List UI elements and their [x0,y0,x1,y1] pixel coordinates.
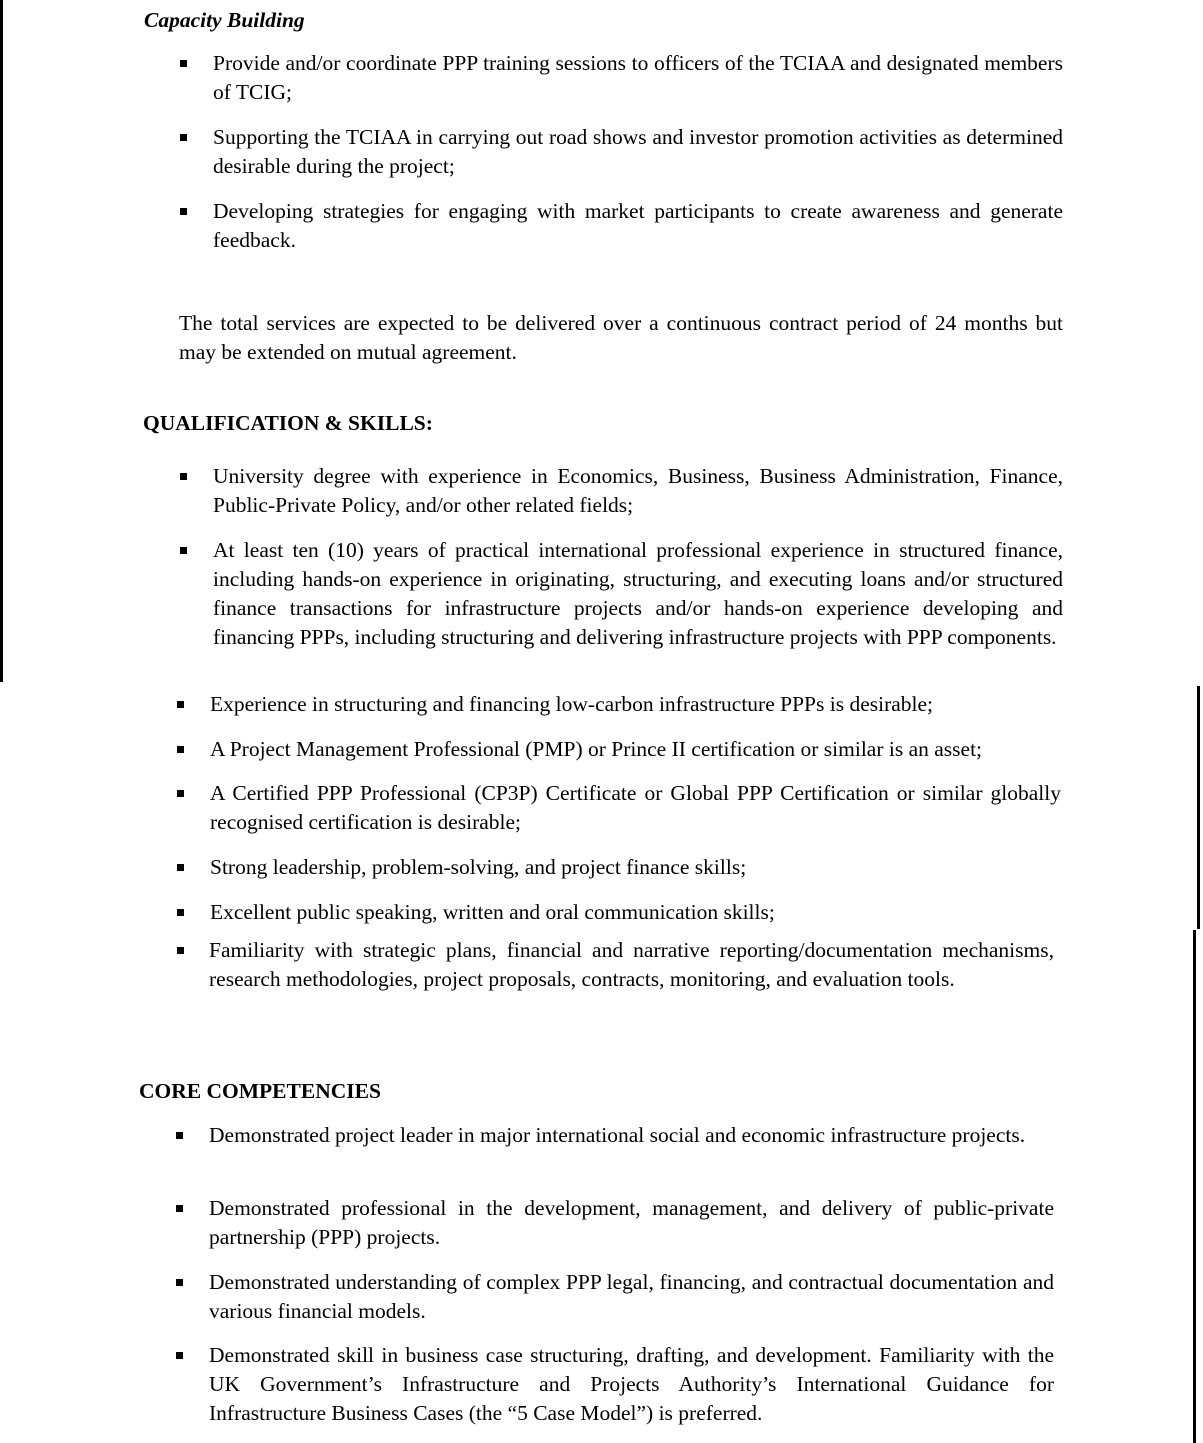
bullet-square-icon [177,909,184,916]
bullet-square-icon [176,1132,183,1139]
list-item-text: Demonstrated skill in business case structuring, drafting, and development. Familiarity with the UK Government’s Infrastructure and Projects Authority’s International Guidance for Infrastructure Business Cases (the “5 Case Model”) is preferred. [209,1343,1054,1425]
list-item-text: A Certified PPP Professional (CP3P) Certificate or Global PPP Certification or similar globally recognised certification is desirable; [210,781,1061,834]
list-item-text: Familiarity with strategic plans, financial and narrative reporting/documentation mechanisms, research methodologies, project proposals, contracts, monitoring, and evaluation tools. [209,938,1054,991]
bullet-square-icon [180,547,187,554]
list-item-text: Demonstrated professional in the development, management, and delivery of public-private partnership (PPP) projects. [209,1196,1054,1249]
bullet-square-icon [177,864,184,871]
bullet-square-icon [177,790,184,797]
list-item-text: At least ten (10) years of practical international professional experience in structured finance, including hands-on experience in originating, structuring, and executing loans and/or structured finance transactions for infrastructure projects and/or hands-on experience developing and financing PPPs, including structuring and delivering infrastructure projects with PPP components. [213,538,1063,649]
list-item-text: Demonstrated project leader in major international social and economic infrastructure projects. [209,1123,1026,1147]
qualifications-heading: QUALIFICATION & SKILLS: [143,411,433,435]
list-item-text: Strong leadership, problem-solving, and project finance skills; [210,855,747,879]
list-item-text: Supporting the TCIAA in carrying out road shows and investor promotion activities as determined desirable during the project; [213,125,1063,178]
page-edge-right-lower [1193,930,1196,1443]
bullet-square-icon [177,746,184,753]
bullet-square-icon [176,1352,183,1359]
bullet-square-icon [180,208,187,215]
bullet-square-icon [180,60,187,67]
bullet-square-icon [180,473,187,480]
bullet-square-icon [180,134,187,141]
contract-period-paragraph: The total services are expected to be delivered over a continuous contract period of 24 months but may be extended on mutual agreement. [179,311,1063,364]
list-item-text: Demonstrated understanding of complex PPP legal, financing, and contractual documentation and various financial models. [209,1270,1054,1323]
bullet-square-icon [177,947,184,954]
list-item-text: University degree with experience in Economics, Business, Business Administration, Finance, Public-Private Policy, and/or other related fields; [213,464,1063,517]
bullet-square-icon [176,1205,183,1212]
list-item-text: Excellent public speaking, written and oral communication skills; [210,900,775,924]
list-item-text: A Project Management Professional (PMP) or Prince II certification or similar is an asset; [210,737,983,761]
list-item-text: Experience in structuring and financing low-carbon infrastructure PPPs is desirable; [210,692,934,716]
list-item-text: Developing strategies for engaging with market participants to create awareness and generate feedback. [213,199,1063,252]
page-edge-left [0,0,3,682]
bullet-square-icon [176,1279,183,1286]
bullet-square-icon [177,701,184,708]
core-competencies-heading: CORE COMPETENCIES [139,1079,381,1103]
page-edge-right-upper [1197,686,1200,929]
list-item-text: Provide and/or coordinate PPP training sessions to officers of the TCIAA and designated members of TCIG; [213,51,1063,104]
capacity-building-heading: Capacity Building [144,8,305,32]
